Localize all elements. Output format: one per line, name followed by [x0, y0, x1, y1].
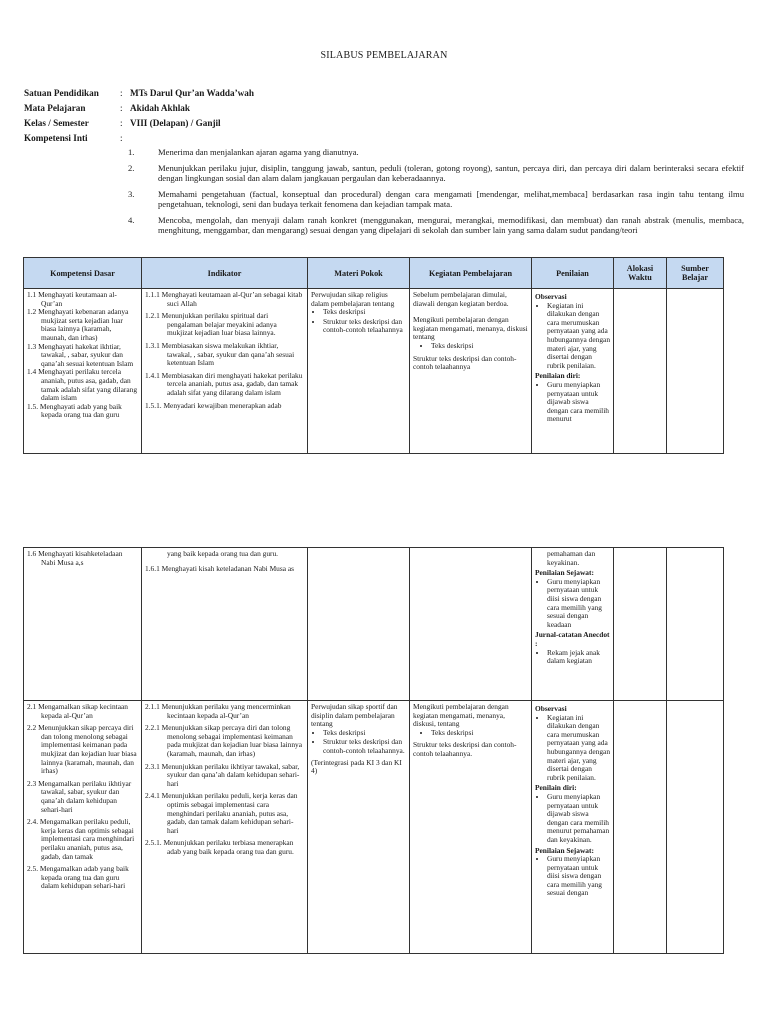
- ki-number: 4.: [128, 215, 135, 225]
- indikator-cell: [142, 289, 308, 454]
- indikator-item: 1.2.1 Menunjukkan perilaku spiritual dari pengalaman belajar meyakini adanya mukjizat kejadian luar biasa lainnya.: [145, 311, 277, 338]
- indikator-item: 1.1.1 Menghayati keutamaan al-Qur’an sebagai kitab suci Allah: [145, 291, 303, 308]
- kd-cell: [24, 701, 142, 954]
- kd-item: 1.2 Menghayati kebenaran adanya mukjizat serta kejadian luar biasa lainnya (karamah, maunah, dan irhas): [27, 307, 129, 342]
- kd-item: 1.1 Menghayati keutamaan al-Qur’an: [27, 291, 117, 308]
- kegiatan-text: Mengikuti pembelajaran dengan kegiatan mengamati, menanya, diskusi, tentang: [413, 703, 509, 729]
- ki-item: [128, 163, 744, 183]
- meta-row-kelas: [24, 116, 254, 131]
- meta-row-satuan: [24, 86, 254, 101]
- kompetensi-inti-list: [128, 147, 744, 241]
- penilaian-heading: Observasi: [535, 292, 567, 301]
- list-item: • Guru menyiapkan pernyataan untuk dijawab siswa dengan cara memilih menurut pemahaman dan keyakinan.: [547, 793, 610, 845]
- meta-colon: :: [120, 88, 123, 98]
- sumber-cell: [667, 701, 724, 954]
- indikator-cell: [142, 701, 308, 954]
- alokasi-cell: [614, 701, 667, 954]
- indikator-item: 1.5.1. Menyadari kewajiban menerapkan adab: [145, 400, 282, 410]
- penilaian-continuation: pemahaman dan keyakinan.: [547, 550, 596, 567]
- ki-item: [128, 147, 744, 157]
- list-item: • Guru menyiapkan pernyataan untuk diisi siswa dengan cara memilih yang sesuai dengan: [547, 855, 610, 898]
- ki-text: Menunjukkan perilaku jujur, disiplin, tanggung jawab, santun, peduli (toleran, gotong royong), santun, percaya diri, dan percaya diri dalam berinteraksi secara efektif dengan lingkungan sosial dan alam dalam jangkauan pergaulan dan keberadaannya.: [158, 163, 744, 183]
- meta-value: VIII (Delapan) / Ganjil: [130, 118, 221, 128]
- penilaian-list: [535, 855, 610, 898]
- meta-colon: :: [120, 118, 123, 128]
- meta-row-ki: [24, 131, 254, 146]
- indikator-item: 2.2.1 Menunjukkan sikap percaya diri dan tolong menolong sebagai implementasi keimanan pada mukjizat dan kejadian luar biasa lainnya (karamah, maunah, dan irhas): [145, 723, 303, 758]
- document-title: SILABUS PEMBELAJARAN: [320, 50, 448, 61]
- penilaian-cell: [532, 548, 614, 701]
- penilaian-heading: Penilaian diri:: [535, 371, 581, 381]
- penilaian-cell: [532, 701, 614, 954]
- table-row: [24, 701, 724, 954]
- penilaian-list: [535, 578, 610, 630]
- meta-label: Mata Pelajaran: [24, 103, 86, 113]
- kd-item: 2.3 Mengamalkan perilaku ikhtiyar tawakal, sabar, syukur dan qana’ah dalam kehidupan sehari-hari: [27, 778, 132, 814]
- list-item: • Guru menyiapkan pernyataan untuk diisi siswa dengan cara memilih yang sesuai dengan keadaan: [547, 578, 610, 630]
- indikator-continuation: yang baik kepada orang tua dan guru.: [167, 550, 279, 558]
- kd-item: 2.2 Menunjukkan sikap percaya diri dan tolong menolong sebagai implementasi keimanan pada mukjizat dan kejadian luar biasa lainnya (karamah, maunah, dan irhas): [27, 723, 137, 776]
- materi-intro: Perwujudan sikap religius dalam pembelajaran tentang: [311, 291, 395, 308]
- list-item: • Guru menyiapkan pernyataan untuk dijawab siswa dengan cara memilih menurut: [547, 381, 610, 424]
- penilaian-list: [535, 302, 610, 371]
- table-row: [24, 289, 724, 454]
- list-item: • Teks deskripsi: [323, 729, 406, 738]
- kegiatan-cell: [410, 548, 532, 701]
- ki-text: Memahami pengetahuan (factual, konseptual dan procedural) dengan cara mengamati [mendengar, melihat,membaca] berdasarkan rasa ingin tahu tentang ilmu pengetahuan, teknologi, seni dan budaya terkait fenomena dan kejadian tampak mata.: [158, 189, 744, 209]
- table-row: [24, 548, 724, 701]
- meta-label: Kompetensi Inti: [24, 133, 88, 143]
- indikator-item: 2.1.1 Menunjukkan perilaku yang mencerminkan kecintaan kepada al-Qur’an: [145, 703, 291, 720]
- header-penilaian: Penilaian: [532, 258, 614, 289]
- silabus-table-page-1: [23, 257, 724, 454]
- kd-item: 2.4. Mengamalkan perilaku peduli, kerja keras dan optimis sebagai implementasi cara menghindari perilaku ananiah, putus asa, gadab, dan tamak: [27, 817, 135, 861]
- penilaian-heading: Penilaian Sejawat:: [535, 845, 594, 855]
- materi-cell: [308, 289, 410, 454]
- penilaian-list: [535, 649, 610, 666]
- meta-colon: :: [120, 133, 123, 143]
- list-item: • Struktur teks deskripsi dan contoh-contoh telaahannya: [323, 318, 406, 335]
- header-materi-pokok: Materi Pokok: [308, 258, 410, 289]
- indikator-cell: [142, 548, 308, 701]
- kegiatan-cell: [410, 701, 532, 954]
- materi-note: (Terintegrasi pada KI 3 dan KI 4): [311, 757, 402, 776]
- indikator-item: 2.3.1 Menunjukkan perilaku ikhtiyar tawakal, sabar, syukur dan qana’ah dalam kehidupan sehari-hari: [145, 761, 300, 788]
- ki-number: 2.: [128, 163, 135, 173]
- ki-number: 3.: [128, 189, 135, 199]
- indikator-item: 1.6.1 Menghayati kisah keteladanan Nabi Musa as: [145, 563, 295, 573]
- penilaian-heading: Observasi: [535, 704, 567, 713]
- materi-cell: [308, 548, 410, 701]
- penilaian-heading: Jurnal-catatan Anecdot :: [535, 630, 610, 648]
- kd-item: 1.6 Menghayati kisahketeladaan Nabi Musa a,s: [27, 550, 123, 567]
- list-item: • Struktur teks deskripsi dan contoh-contoh telaahannya.: [323, 738, 406, 755]
- materi-list: [311, 308, 406, 335]
- list-item: • Teks deskripsi: [431, 342, 528, 351]
- penilaian-list: [535, 714, 610, 783]
- ki-number: 1.: [128, 147, 135, 157]
- penilaian-heading: Penilain diri:: [535, 783, 577, 793]
- header-kompetensi-dasar: Kompetensi Dasar: [24, 258, 142, 289]
- materi-cell: [308, 701, 410, 954]
- list-item: • Teks deskripsi: [323, 308, 406, 317]
- sumber-cell: [667, 548, 724, 701]
- materi-intro: Perwujudan sikap sportif dan disiplin dalam pembelajaran tentang: [311, 703, 398, 729]
- list-item: • Kegiatan ini dilakukan dengan cara merumuskan pernyataan yang ada hubungannya dengan materi ajar, yang disertai dengan rubrik penilaian.: [547, 714, 610, 783]
- kegiatan-list: [413, 342, 528, 351]
- list-item: • Teks deskripsi: [431, 729, 528, 738]
- kd-cell: [24, 548, 142, 701]
- silabus-table-page-2: [23, 547, 724, 954]
- meta-label: Kelas / Semester: [24, 118, 89, 128]
- kd-item: 1.4 Menghayati perilaku tercela ananiah, putus asa, gadab, dan tamak adalah sifat yang dilarang dalam islam: [27, 367, 138, 403]
- header-sumber-belajar: Sumber Belajar: [667, 258, 724, 289]
- header-alokasi-waktu: Alokasi Waktu: [614, 258, 667, 289]
- kegiatan-list: [413, 729, 528, 738]
- penilaian-list: [535, 793, 610, 845]
- indikator-item: 1.4.1 Membiasakan diri menghayati hakekat perilaku tercela ananiah, putus asa, gadab, dan tamak adalah sifat yang dilarang dalam islam: [145, 370, 303, 397]
- sumber-cell: [667, 289, 724, 454]
- header-kegiatan: Kegiatan Pembelajaran: [410, 258, 532, 289]
- table-header-row: [24, 258, 724, 289]
- kegiatan-text: Struktur teks deskripsi dan contoh-contoh telaahannya: [413, 353, 517, 372]
- meta-value: MTs Darul Qur’an Wadda’wah: [130, 88, 254, 98]
- kegiatan-text: Struktur teks deskripsi dan contoh-contoh telaahannya.: [413, 740, 517, 758]
- penilaian-heading: Penilaian Sejawat:: [535, 568, 594, 578]
- ki-text: Mencoba, mengolah, dan menyaji dalam ranah konkret (menggunakan, mengurai, merangkai, memodifikasi, dan membuat) dan ranah abstrak (menulis, membaca, menghitung, menggambar, dan mengarang) sesuai dengan yang dipelajari di sekolah dan sumber lain yang sama dalam sudut pandang/teori: [158, 215, 744, 235]
- identity-block: [24, 86, 254, 146]
- meta-colon: :: [120, 103, 123, 113]
- meta-label: Satuan Pendidikan: [24, 88, 99, 98]
- kd-item: 2.1 Mengamalkan sikap kecintaan kepada al-Qur’an: [27, 703, 128, 720]
- kd-item: 1.3 Menghayati hakekat ikhtiar, tawakal, , sabar, syukur dan qana’ah sesuai ketentuan Islam: [27, 341, 134, 368]
- kegiatan-cell: [410, 289, 532, 454]
- ki-item: [128, 215, 744, 235]
- kd-cell: [24, 289, 142, 454]
- ki-item: [128, 189, 744, 209]
- indikator-item: 2.5.1. Menunjukkan perilaku terbiasa menerapkan adab yang baik kepada orang tua dan guru.: [145, 838, 294, 856]
- penilaian-cell: [532, 289, 614, 454]
- alokasi-cell: [614, 548, 667, 701]
- penilaian-list: [535, 381, 610, 424]
- kd-item: 2.5. Mengamalkan adab yang baik kepada orang tua dan guru dalam kehidupan sehari-hari: [27, 864, 129, 891]
- indikator-item: 1.3.1 Membiasakan siswa melakukan ikhtiar, tawakal, , sabar, syukur dan qana’ah sesuai ketentuan Islam: [145, 340, 295, 368]
- list-item: • Kegiatan ini dilakukan dengan cara merumuskan pernyataan yang ada hubungannya dengan materi ajar, yang disertai dengan rubrik penilaian.: [547, 302, 610, 371]
- alokasi-cell: [614, 289, 667, 454]
- materi-list: [311, 729, 406, 756]
- list-item: • Rekam jejak anak dalam kegiatan: [547, 649, 610, 666]
- kegiatan-text: Mengikuti pembelajaran dengan kegiatan mengamati, menanya, diskusi tentang: [413, 315, 528, 342]
- kd-item: 1.5. Menghayati adab yang baik kepada orang tua dan guru: [27, 401, 122, 420]
- ki-text: Menerima dan menjalankan ajaran agama yang dianutnya.: [158, 147, 359, 157]
- indikator-item: 2.4.1 Menunjukkan perilaku peduli, kerja keras dan optimis sebagai implementasi cara menghindari perilaku ananiah, putus asa, gadab, dan tamak dalam kehidupan sehari-hari: [145, 791, 298, 835]
- kegiatan-text: Sebelum pembelajaran dimulai, diawali dengan kegiatan berdoa.: [413, 291, 509, 308]
- meta-row-mapel: [24, 101, 254, 116]
- header-indikator: Indikator: [142, 258, 308, 289]
- meta-value: Akidah Akhlak: [130, 103, 191, 113]
